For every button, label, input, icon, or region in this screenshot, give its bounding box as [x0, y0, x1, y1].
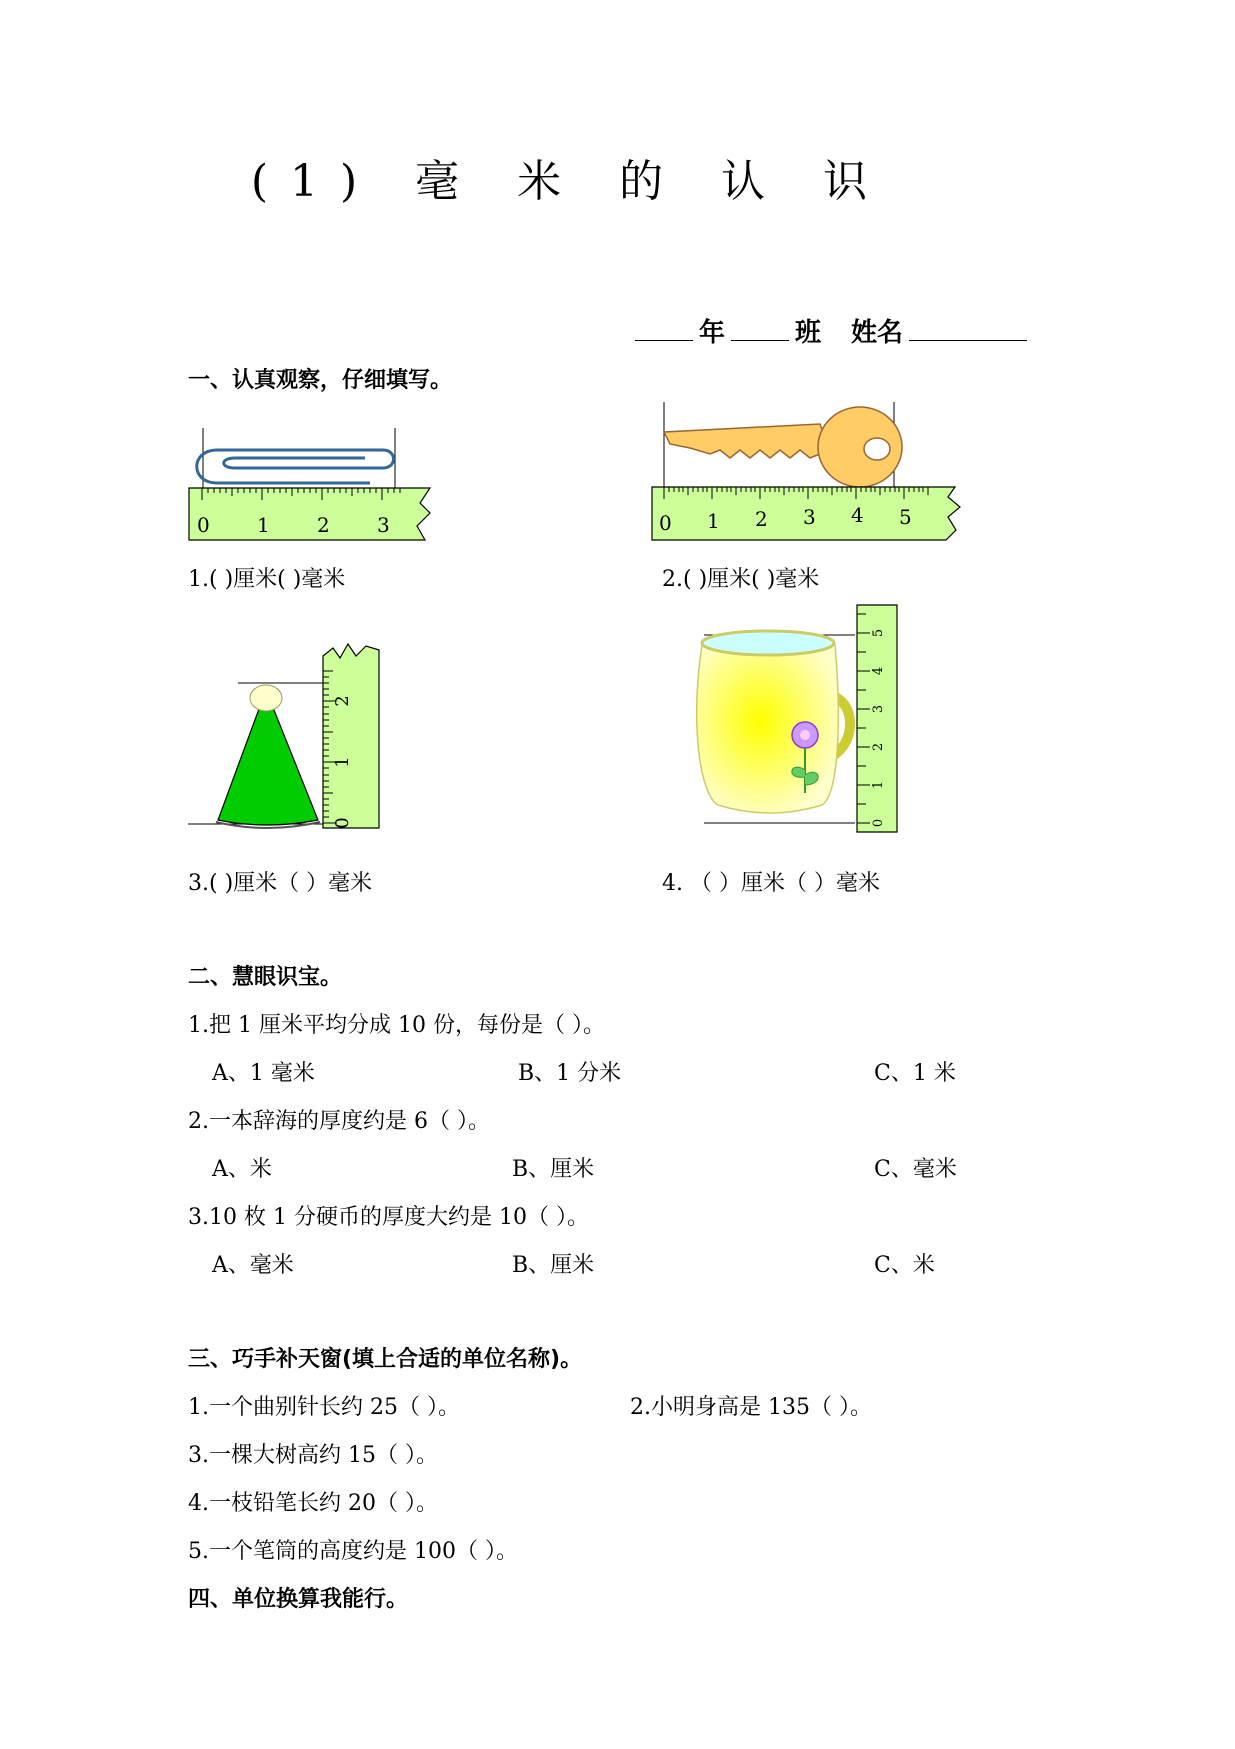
question-2-2[interactable]: 2.一本辞海的厚度约是 6（ ）。: [188, 1109, 490, 1134]
question-1-4[interactable]: 4. （ ）厘米（ ）毫米: [662, 871, 880, 896]
paperclip-ruler-figure: [185, 428, 435, 553]
question-3-3[interactable]: 3.一棵大树高约 15（ ）。: [188, 1443, 438, 1468]
ruler-label: 4: [871, 666, 886, 676]
question-3-2[interactable]: 2.小明身高是 135（ ）。: [630, 1395, 872, 1420]
cup-ruler-figure: [690, 605, 940, 840]
option-2-1-a[interactable]: A、1 毫米: [212, 1061, 315, 1086]
option-2-1-b[interactable]: B、1 分米: [518, 1061, 622, 1086]
section2-heading: 二、慧眼识宝。: [188, 965, 343, 990]
question-1-3[interactable]: 3.( )厘米（ ）毫米: [188, 871, 373, 896]
student-info-bar: [635, 312, 1027, 349]
name-blank[interactable]: [909, 316, 1027, 341]
cone-ruler-figure: [188, 638, 388, 838]
question-3-4[interactable]: 4.一枝铅笔长约 20（ ）。: [188, 1491, 438, 1516]
option-2-2-a[interactable]: A、米: [212, 1157, 272, 1182]
ruler-label: 0: [332, 817, 353, 829]
ruler-label: 5: [871, 628, 886, 638]
section1-heading: 一、认真观察，仔细填写。: [188, 368, 453, 393]
ruler-label: 3: [377, 513, 390, 537]
ruler-label: 0: [197, 513, 210, 537]
ruler-label: 1: [332, 756, 353, 768]
section3-heading: 三、巧手补天窗(填上合适的单位名称)。: [188, 1347, 583, 1372]
section4-heading: 四、单位换算我能行。: [188, 1587, 409, 1612]
ruler-icon: [189, 488, 430, 540]
ruler-label: 2: [317, 513, 330, 537]
ruler-label: 2: [871, 742, 886, 752]
ruler-label: 2: [332, 695, 353, 707]
question-2-1[interactable]: 1.把 1 厘米平均分成 10 份，每份是（ ）。: [188, 1013, 605, 1038]
question-3-1[interactable]: 1.一个曲别针长约 25（ ）。: [188, 1395, 460, 1420]
option-2-2-b[interactable]: B、厘米: [512, 1157, 595, 1182]
option-2-2-c[interactable]: C、毫米: [874, 1157, 957, 1182]
ruler-label: 3: [871, 704, 886, 714]
option-2-1-c[interactable]: C、1 米: [874, 1061, 956, 1086]
ruler-label: 1: [871, 780, 886, 790]
page-title: (1) 毫 米 的 认 识: [250, 156, 890, 207]
ruler-label: 1: [707, 509, 720, 533]
key-ruler-figure: [650, 402, 970, 547]
ruler-label: 0: [871, 818, 886, 828]
ruler-label: 2: [755, 507, 768, 531]
paperclip-icon: [197, 450, 394, 483]
ruler-label: 0: [659, 511, 672, 535]
class-label: 班: [795, 318, 822, 348]
ruler-icon: [323, 644, 379, 828]
option-2-3-b[interactable]: B、厘米: [512, 1253, 595, 1278]
ruler-label: 5: [899, 505, 912, 529]
key-icon: [664, 424, 825, 458]
name-label: 姓名: [851, 318, 904, 348]
ruler-icon: [857, 605, 897, 832]
year-label: 年: [699, 318, 726, 348]
question-2-3[interactable]: 3.10 枚 1 分硬币的厚度大约是 10（ ）。: [188, 1205, 589, 1230]
ruler-label: 1: [257, 513, 270, 537]
question-3-5[interactable]: 5.一个笔筒的高度约是 100（ ）。: [188, 1539, 518, 1564]
question-1-2[interactable]: 2.( )厘米( )毫米: [662, 567, 820, 592]
ruler-label: 4: [851, 503, 864, 527]
question-1-1[interactable]: 1.( )厘米( )毫米: [188, 567, 346, 592]
ruler-label: 3: [803, 505, 816, 529]
class-blank[interactable]: [731, 316, 789, 341]
option-2-3-a[interactable]: A、毫米: [212, 1253, 294, 1278]
option-2-3-c[interactable]: C、米: [874, 1253, 935, 1278]
grade-blank[interactable]: [635, 316, 693, 341]
